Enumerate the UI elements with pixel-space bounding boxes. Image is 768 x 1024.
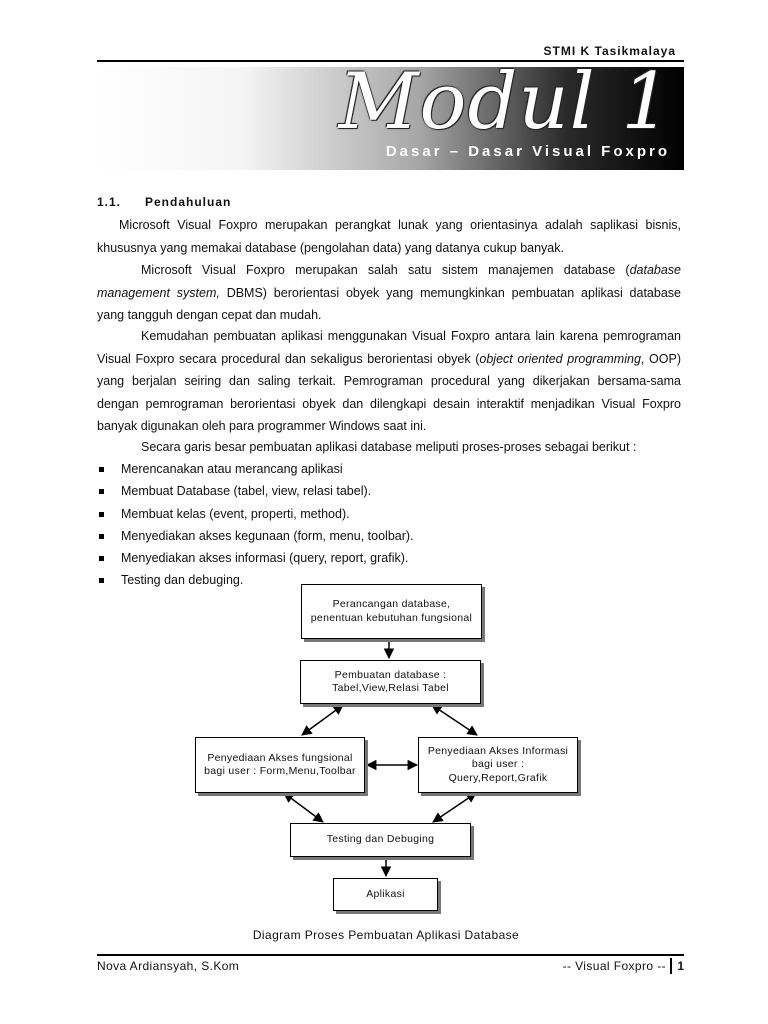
- module-title: Modul 1: [338, 67, 672, 147]
- box-testing: Testing dan Debuging: [290, 823, 471, 857]
- footer-divider: [670, 958, 672, 974]
- arrow-fungsional-testing: [284, 793, 323, 822]
- list-item-text: Membuat kelas (event, properti, method).: [121, 506, 350, 521]
- page-number: 1: [677, 959, 684, 973]
- paragraph-2-text-b: DBMS) berorientasi obyek yang memungkinkan pembuatan aplikasi database yang tangguh dengan cepat dan mudah.: [97, 285, 681, 322]
- paragraph-4: Secara garis besar pembuatan aplikasi database meliputi proses-proses sebagai berikut :: [141, 440, 637, 454]
- list-item-text: Merencanakan atau merancang aplikasi: [121, 462, 343, 476]
- paragraph-3-text-b: , OOP) yang berjalan seiring dan saling terkait. Pemrograman procedural yang dikerjakan bersama-sama dengan pemrograman berorientasi obyek dan dilengkapi desain interaktif menjadikan Visual Foxpro banyak digunakan oleh para programmer Windows saat ini.: [97, 351, 681, 433]
- paragraph-3-text-a: Kemudahan pembuatan aplikasi menggunakan Visual Foxpro antara lain karena pemrograman Visual Foxpro secara procedural dan sekaligus berorientasi obyek (: [97, 329, 681, 366]
- list-item-text: Membuat Database (tabel, view, relasi tabel).: [121, 484, 372, 499]
- paragraph-1: Microsoft Visual Foxpro merupakan perangkat lunak yang orientasinya adalah saplikasi bisnis, khususnya yang memakai database (pengolahan data) yang datanya cukup banyak.: [97, 218, 681, 255]
- section-number: 1.1.: [97, 195, 122, 209]
- box-perancangan: Perancangan database, penentuan kebutuhan fungsional: [301, 584, 482, 639]
- institution-name: STMI K Tasikmalaya: [543, 44, 676, 58]
- paragraph-3-italic: object oriented programming: [479, 351, 641, 366]
- diagram-caption: Diagram Proses Pembuatan Aplikasi Database: [252, 928, 520, 942]
- list-item-text: Menyediakan akses kegunaan (form, menu, toolbar).: [121, 528, 414, 543]
- box-aplikasi: Aplikasi: [333, 878, 438, 911]
- arrow-informasi-testing: [433, 793, 476, 822]
- list-item-text: Menyediakan akses informasi (query, report, grafik).: [121, 551, 409, 566]
- paragraph-2-italic: database management system,: [97, 263, 681, 300]
- footer-rule: [97, 954, 684, 956]
- footer-course: -- Visual Foxpro --: [562, 959, 666, 973]
- arrow-pembuatan-informasi: [432, 705, 477, 735]
- list-item-text: Testing dan debuging.: [121, 573, 244, 588]
- box-akses-fungsional: Penyediaan Akses fungsional bagi user : Form,Menu,Toolbar: [195, 737, 365, 793]
- paragraph-2-text-a: Microsoft Visual Foxpro merupakan salah satu sistem manajemen database (: [141, 263, 630, 277]
- section-title: Pendahuluan: [145, 195, 232, 209]
- box-pembuatan: Pembuatan database : Tabel,View,Relasi Tabel: [300, 660, 481, 704]
- arrow-pembuatan-fungsional: [302, 705, 343, 735]
- footer-author: Nova Ardiansyah, S.Kom: [97, 959, 240, 973]
- box-akses-informasi: Penyediaan Akses Informasi bagi user : Query,Report,Grafik: [418, 737, 578, 793]
- module-subtitle: Dasar – Dasar Visual Foxpro: [385, 143, 670, 160]
